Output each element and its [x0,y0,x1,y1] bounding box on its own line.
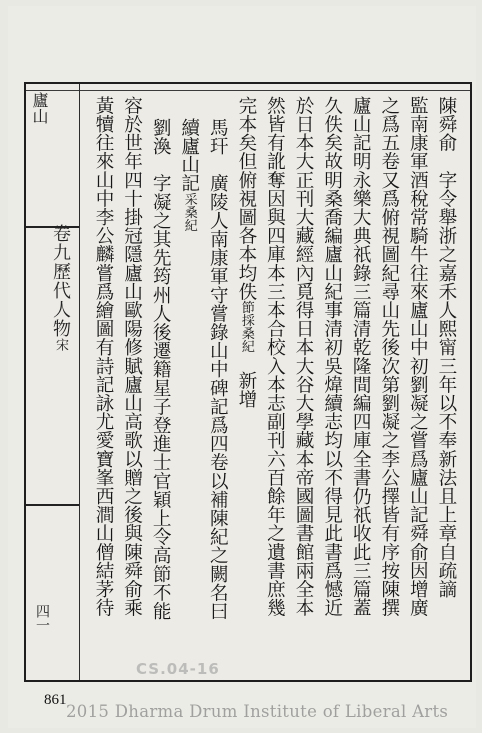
page-number: 861 [44,692,67,708]
inline-note: 采桑紀 [181,192,197,232]
text-column: 黃犢往來山中李公麟嘗爲繪圖有詩記詠尤愛寶峯西澗山僧結茅待 [93,96,114,617]
text-body [90,96,460,666]
text-column [176,96,203,688]
library-stamp: CS.04-16 [136,660,220,678]
spine-chapter-text: 卷九歷代人物 [50,224,71,338]
page-spine [26,84,80,680]
text-column: 劉渙 字凝之其先筠州人後遷籍星子登進士官穎上令高節不能 [150,118,172,621]
spine-chapter [48,224,72,352]
text-column: 然皆有訛奪因與四庫本三本合校入本志副刊六百餘年之遺書庶幾 [264,96,286,617]
spine-title: 廬山 [30,92,49,124]
spine-chapter-note: 宋 [53,338,68,352]
text-column: 馬玕 廣陵人南康軍守嘗錄山中碑記爲四卷以補陳紀之闕名曰 [207,118,229,621]
text-column: 監南康軍酒稅常騎牛往來廬山中初劉凝之嘗爲廬山記舜俞因增廣 [407,96,429,617]
spine-page-number: 四一 [34,604,50,632]
text-column [233,96,260,666]
text-column: 之爲五卷又爲俯視圖紀尋山先後次第劉凝之李公擇皆有序按陳撰 [378,96,400,617]
text-frame [24,82,472,682]
text-column: 久佚矣故明桑喬編廬山紀事清初吳煒續志均以不得見此書爲憾近 [321,96,343,617]
text-column: 廬山記明永樂大典祇錄三篇清乾隆間編四庫全書仍祇收此三篇蓋 [350,96,372,617]
text-column: 於日本大正刊大藏經內覓得日本大谷大學藏本帝國圖書館兩全本 [293,96,315,617]
inline-note: 節採桑紀 [238,300,254,353]
book-page [8,6,476,728]
text-column: 容於世年四十掛冠隱廬山歐陽修賦廬山高歌以贈之後與陳舜俞乘 [121,96,143,617]
text-column: 陳舜俞 字令舉浙之嘉禾人熙甯三年以不奉新法且上章自疏謫 [435,96,457,599]
text-column-main: 完本矣但俯視圖各本均佚 [235,96,257,301]
text-column-main: 續廬山記 [178,118,200,193]
watermark-footer: 2015 Dharma Drum Institute of Liberal Arts [66,702,449,721]
inline-tag: 新增 [235,371,257,409]
spine-rule-lower [26,504,79,506]
